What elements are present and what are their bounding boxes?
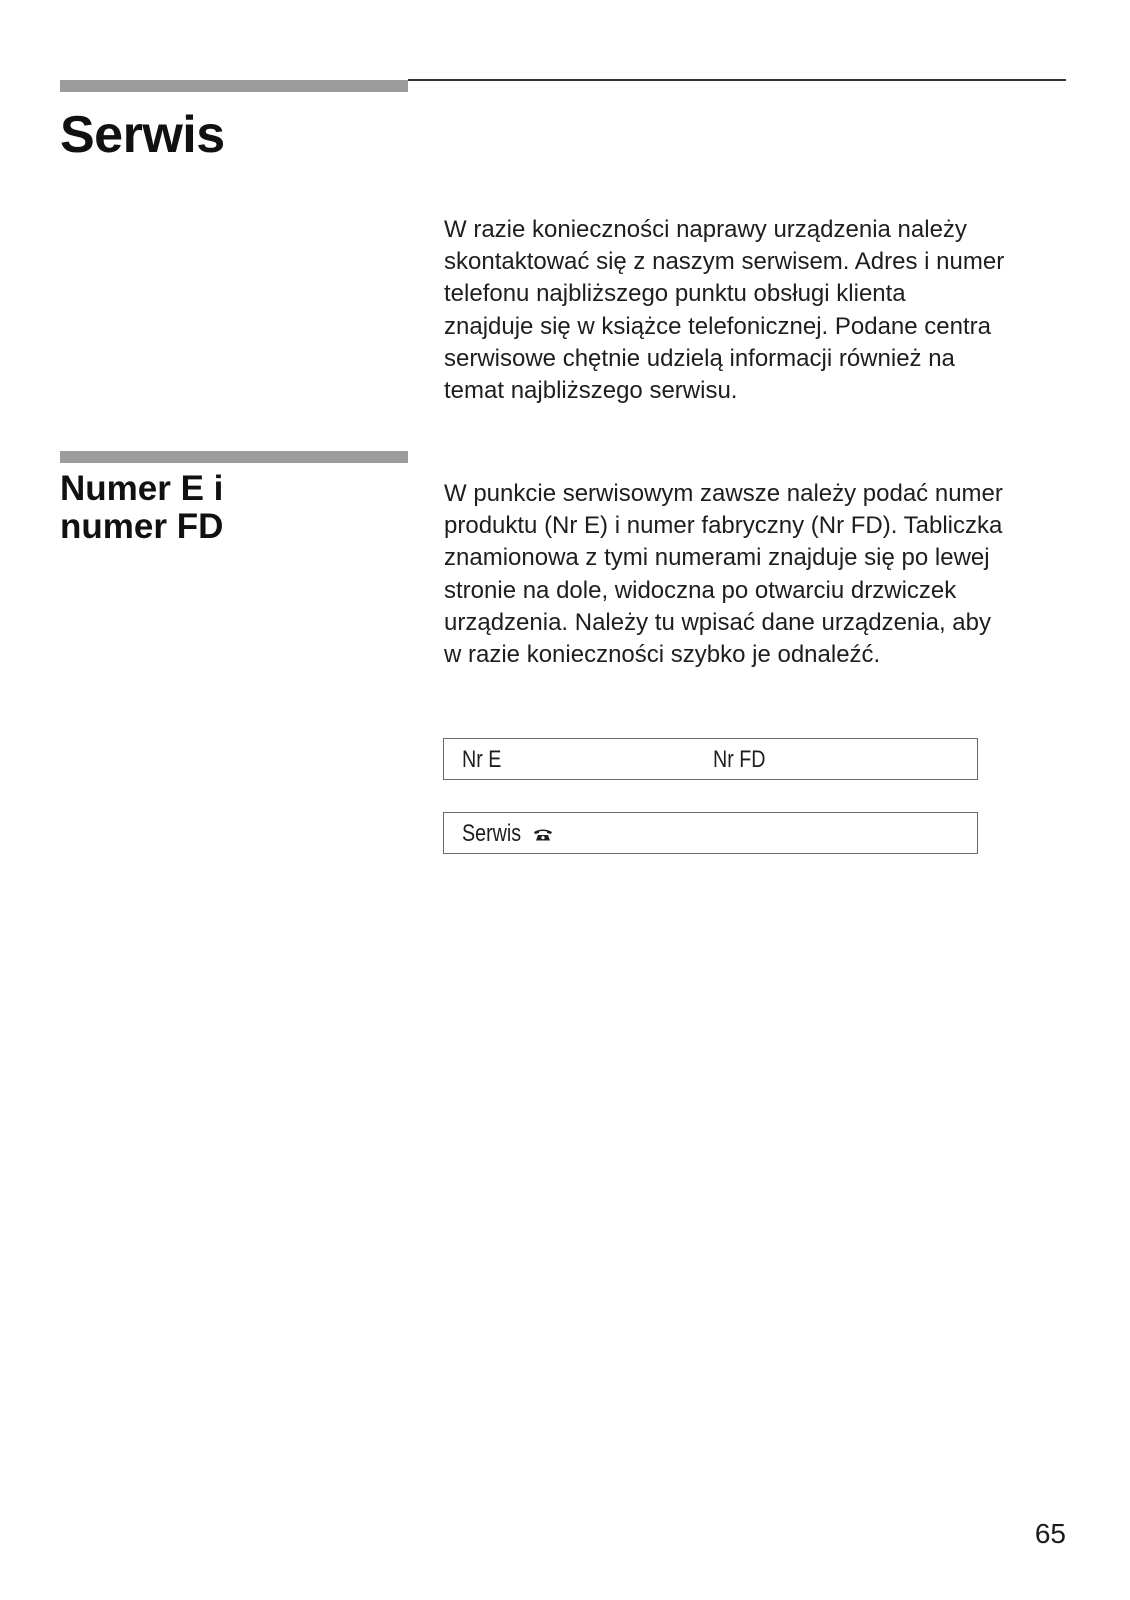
section-paragraph [444, 478, 1084, 671]
intro-line: telefonu najbliższego punktu obsługi klienta [444, 280, 906, 308]
intro-line: skontaktować się z naszym serwisem. Adres i numer [444, 248, 1005, 276]
intro-line: serwisowe chętnie udzielą informacji również na [444, 344, 955, 372]
nr-fd-label: Nr FD [713, 746, 766, 773]
page-number: 65 [1034, 1518, 1066, 1549]
section-line: znamionowa z tymi numerami znajduje się po lewej [444, 544, 990, 572]
intro-line: temat najbliższego serwisu. [444, 377, 738, 405]
section-title-line: numer FD [60, 507, 224, 546]
section-line: w razie konieczności szybko je odnaleźć. [444, 641, 881, 669]
header-rule-thick [60, 80, 408, 92]
section-line: urządzenia. Należy tu wpisać dane urządzenia, aby [444, 608, 991, 636]
section-title [60, 470, 223, 546]
page-title: Serwis [60, 106, 225, 164]
service-entry-box[interactable] [443, 812, 978, 854]
section-rule [60, 451, 408, 463]
serwis-label: Serwis [462, 820, 522, 847]
section-line: produktu (Nr E) i numer fabryczny (Nr FD). Tabliczka [444, 512, 1003, 540]
intro-line: W razie konieczności naprawy urządzenia należy [444, 216, 967, 243]
section-line: stronie na dole, widoczna po otwarciu drzwiczek [444, 576, 957, 604]
section-title-line: Numer E i [60, 469, 224, 508]
numbers-entry-box[interactable] [443, 738, 978, 780]
intro-paragraph [444, 214, 1084, 407]
nr-e-label: Nr E [462, 746, 502, 773]
header-rule-thin [408, 79, 1066, 81]
phone-icon [533, 828, 553, 841]
intro-line: znajduje się w książce telefonicznej. Podane centra [444, 312, 991, 340]
section-line: W punkcie serwisowym zawsze należy podać numer [444, 480, 1003, 507]
